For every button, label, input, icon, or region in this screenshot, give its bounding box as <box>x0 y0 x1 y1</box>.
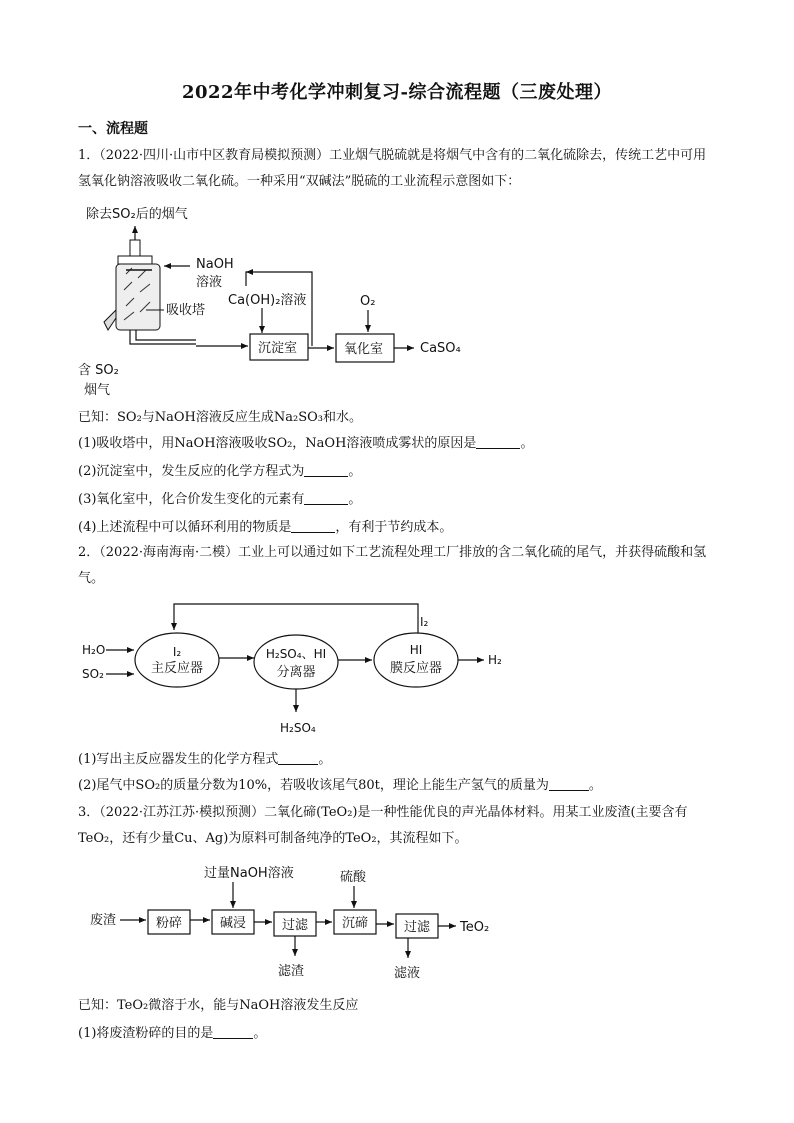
q3-filter2-label: 过滤 <box>403 920 431 935</box>
q1-precip-label: 沉淀室 <box>258 341 298 356</box>
answer-blank[interactable] <box>213 1025 253 1039</box>
q1-product-label: CaSO₄ <box>420 341 461 356</box>
q3-product-label: TeO₂ <box>460 920 490 935</box>
q2-main-label-2: 主反应器 <box>150 661 204 676</box>
q1-clean-gas-label: 除去SO₂后的烟气 <box>86 207 188 222</box>
q2-sep-label-2: 分离器 <box>276 665 316 680</box>
q1-subq-4: (4)上述流程中可以循环利用的物质是 ，有利于节约成本。 <box>78 520 453 535</box>
q2-main-label-1: I₂ <box>172 645 182 659</box>
q3-subq-1: (1)将废渣粉碎的目的是 。 <box>78 1026 267 1041</box>
q3-feed-label: 废渣 <box>90 913 117 928</box>
q2-subq-2: (2)尾气中SO₂的质量分数为10%，若吸收该尾气80t，理论上能生产氢气的质量为 。 <box>78 778 602 793</box>
q3-known: 已知：TeO₂微溶于水，能与NaOH溶液发生反应 <box>78 998 359 1013</box>
q1-subq-3: (3)氧化室中，化合价发生变化的元素有 。 <box>78 492 362 507</box>
q2-sep-label-1: H₂SO₄、HI <box>265 647 327 661</box>
q1-subq-2: (2)沉淀室中，发生反应的化学方程式为 。 <box>78 464 362 479</box>
q3-leach-label: 碱浸 <box>219 916 247 931</box>
q2-h2-label: H₂ <box>488 653 502 667</box>
q1-oxid-label: 氧化室 <box>344 342 384 357</box>
q1-input-label: 含 SO₂ <box>78 363 119 378</box>
q1-naoh-label: NaOH <box>196 257 234 272</box>
q3-intro: 3．（2022·江苏江苏·模拟预测）二氧化碲(TeO₂)是一种性能优良的声光晶体材料。用某工业废渣(主要含有TeO₂，还有少量Cu、Ag)为原料可制备纯净的TeO₂，其流程如下。 <box>78 805 688 846</box>
q1-intro: 1．（2022·四川·山市中区教育局模拟预测）工业烟气脱硫就是将烟气中含有的二氧化硫除去，传统工艺中可用氢氧化钠溶液吸收二氧化硫。一种采用“双碱法”脱硫的工业流程示意图如下： <box>78 148 707 189</box>
q1-input-label-2: 烟气 <box>84 383 111 398</box>
q3-acid-reagent: 硫酸 <box>340 870 367 885</box>
q3-residue-label: 滤渣 <box>278 964 305 979</box>
section-heading: 一、流程题 <box>78 121 148 137</box>
q1-naoh-label-2: 溶液 <box>196 275 223 290</box>
q1-tower-label: 吸收塔 <box>166 303 206 318</box>
q3-precip-label: 沉碲 <box>341 916 369 931</box>
q1-subq-1: (1)吸收塔中，用NaOH溶液吸收SO₂，NaOH溶液喷成雾状的原因是 。 <box>78 436 534 451</box>
q1-o2-label: O₂ <box>360 294 376 309</box>
q2-i2-return-label: I₂ <box>420 615 429 629</box>
q2-so2-label: SO₂ <box>82 667 104 681</box>
q3-crush-label: 粉碎 <box>155 916 183 931</box>
q2-intro: 2．（2022·海南海南·二模）工业上可以通过如下工艺流程处理工厂排放的含二氧化硫的尾气，并获得硫酸和氢气。 <box>78 545 707 586</box>
q2-subq-1: (1)写出主反应器发生的化学方程式 。 <box>78 752 332 767</box>
q1-known: 已知：SO₂与NaOH溶液反应生成Na₂SO₃和水。 <box>78 410 363 425</box>
q3-filter1-label: 过滤 <box>281 918 309 933</box>
q2-mem-label-1: HI <box>409 643 423 657</box>
q2-h2so4-label: H₂SO₄ <box>280 721 316 735</box>
q3-filtrate-label: 滤液 <box>394 966 421 981</box>
q2-mem-label-2: 膜反应器 <box>389 661 443 676</box>
q2-h2o-label: H₂O <box>82 643 106 657</box>
q1-caoh2-label: Ca(OH)₂溶液 <box>228 293 307 308</box>
q3-naoh-reagent: 过量NaOH溶液 <box>204 866 294 881</box>
page-title: 2022年中考化学冲刺复习-综合流程题（三废处理） <box>181 82 613 103</box>
